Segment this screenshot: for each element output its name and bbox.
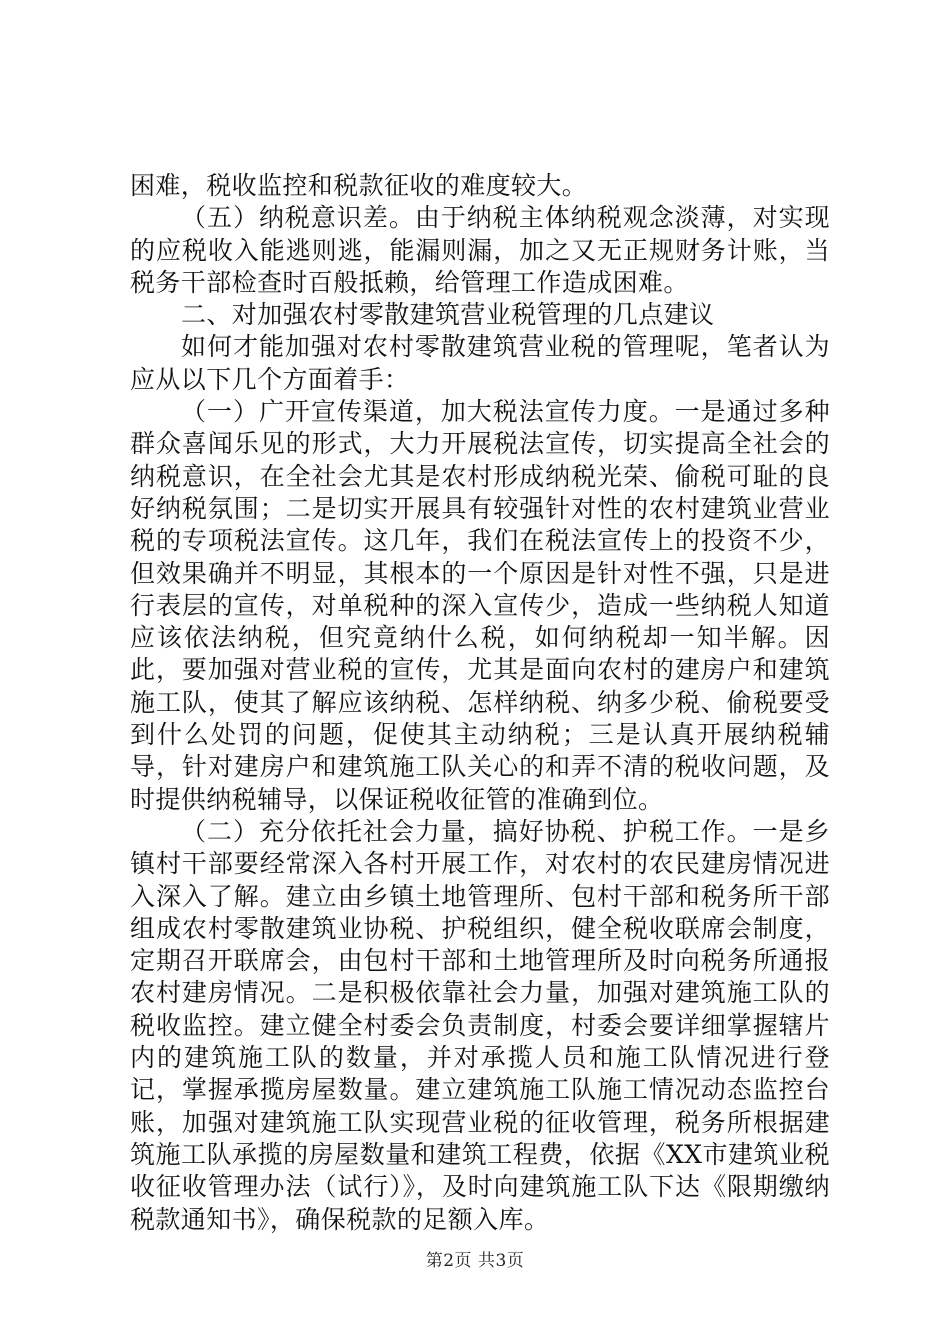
paragraph-continuation: 困难，税收监控和税款征收的难度较大。 <box>130 171 588 200</box>
paragraph-intro: 如何才能加强对农村零散建筑营业税的管理呢，笔者认为应从以下几个方面着手： <box>130 332 830 394</box>
paragraph-publicity: （一）广开宣传渠道，加大税法宣传力度。一是通过多种群众喜闻乐见的形式，大力开展税法宣传，切实提高全社会的纳税意识，在全社会尤其是农村形成纳税光荣、偷税可耻的良好纳税氛围；二是切实开展具有较强针对性的农村建筑业营业税的专项税法宣传。这几年，我们在税法宣传上的投资不少，但效果确并不明显，其根本的一个原因是针对性不强，只是进行表层的宣传，对单税种的深入宣传少，造成一些纳税人知道应该依法纳税，但究竟纳什么税，如何纳税却一知半解。因此，要加强对营业税的宣传，尤其是面向农村的建房户和建筑施工队，使其了解应该纳税、怎样纳税、纳多少税、偷税要受到什么处罚的问题，促使其主动纳税；三是认真开展纳税辅导，针对建房户和建筑施工队关心的和弄不清的税收问题，及时提供纳税辅导，以保证税收征管的准确到位。 <box>130 397 830 814</box>
section-heading-suggestions: 二、对加强农村零散建筑营业税管理的几点建议 <box>181 300 715 330</box>
paragraph-social-forces: （二）充分依托社会力量，搞好协税、护税工作。一是乡镇村干部要经常深入各村开展工作，对农村的农民建房情况进入深入了解。建立由乡镇土地管理所、包村干部和税务所干部组成农村零散建筑业协税、护税组织，健全税收联席会制度，定期召开联席会，由包村干部和土地管理所及时向税务所通报农村建房情况。二是积极依靠社会力量，加强对建筑施工队的税收监控。建立健全村委会负责制度，村委会要详细掌握辖片内的建筑施工队的数量，并对承揽人员和施工队情况进行登记，掌握承揽房屋数量。建立建筑施工队施工情况动态监控台账，加强对建筑施工队实现营业税的征收管理，税务所根据建筑施工队承揽的房屋数量和建筑工程费，依据《XX市建筑业税收征收管理办法（试行）》，及时向建筑施工队下达《限期缴纳税款通知书》，确保税款的足额入库。 <box>130 816 830 1234</box>
document-body <box>130 170 830 1236</box>
page-number-footer: 第2页 共3页 <box>425 1251 525 1271</box>
paragraph-tax-awareness: （五）纳税意识差。由于纳税主体纳税观念淡薄，对实现的应税收入能逃则逃，能漏则漏，加之又无正规财务计账，当税务干部检查时百般抵赖，给管理工作造成困难。 <box>130 203 830 297</box>
